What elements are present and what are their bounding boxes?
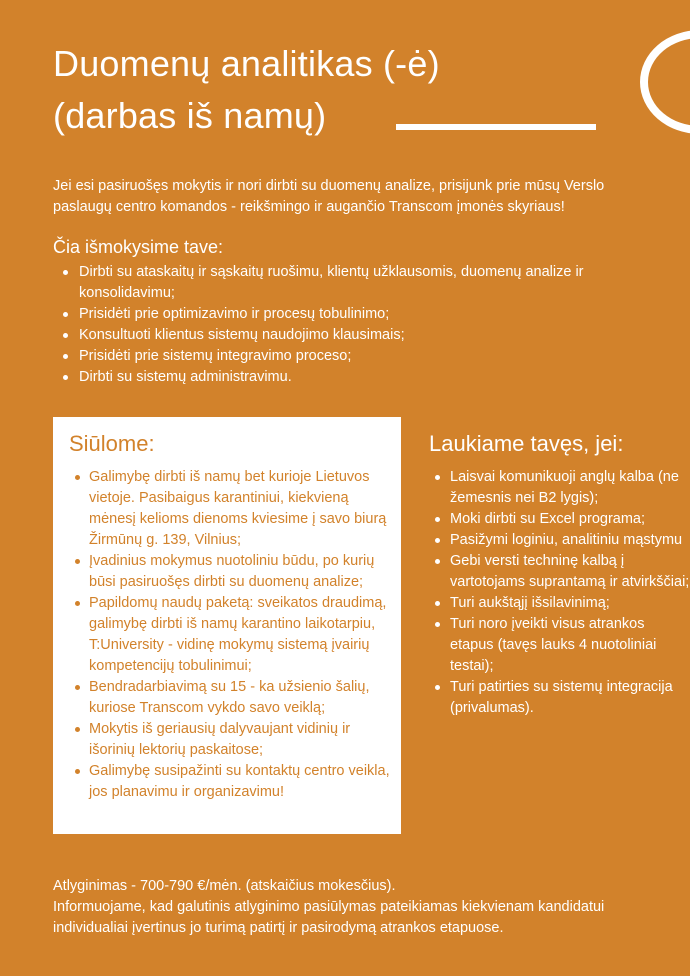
learn-list <box>53 262 669 388</box>
intro-text: Jei esi pasiruošęs mokytis ir nori dirbti su duomenų analize, prisijunk prie mūsų Verslo paslaugų centro komandos - reikšmingo ir augančio Transcom įmonės skyriaus! <box>53 178 605 215</box>
learn-item: Dirbti su ataskaitų ir sąskaitų ruošimu, klientų užklausomis, duomenų analize ir konsolidavimu; <box>79 262 669 304</box>
offer-item: Bendradarbiavimą su 15 - ka užsienio šalių, kuriose Transcom vykdo savo veiklą; <box>89 677 399 719</box>
expect-item: Gebi versti techninę kalbą į vartotojams suprantamą ir atvirkščiai; <box>450 551 690 593</box>
expect-item: Pasižymi loginiu, analitiniu mąstymu <box>450 530 690 551</box>
offer-item: Galimybę susipažinti su kontaktų centro veikla, jos planavimu ir organizavimu! <box>89 761 399 803</box>
expect-item: Turi aukštąjį išsilavinimą; <box>450 593 690 614</box>
learn-item: Dirbti su sistemų administravimu. <box>79 367 669 388</box>
salary-info <box>53 876 653 939</box>
learn-item: Prisidėti prie optimizavimo ir procesų tobulinimo; <box>79 304 669 325</box>
expect-item: Turi noro įveikti visus atrankos etapus (tavęs lauks 4 nuotoliniai testai); <box>450 614 690 677</box>
salary-note: Informuojame, kad galutinis atlyginimo pasiūlymas pateikiamas kiekvienam kandidatui individualiai įvertinus jo turimą patirtį ir pasirodymą atrankos etapuose. <box>53 899 605 936</box>
expect-item: Laisvai komunikuoji anglų kalba (ne žemesnis nei B2 lygis); <box>450 467 690 509</box>
title-line-1: Duomenų analitikas (-ė) <box>53 43 440 84</box>
offer-list <box>69 467 399 803</box>
offer-item: Įvadinius mokymus nuotoliniu būdu, po kurių būsi pasiruošęs dirbti su duomenų analize; <box>89 551 399 593</box>
offer-item: Papildomų naudų paketą: sveikatos draudimą, galimybę dirbti iš namų karantino laikotarpiu, T:University - vidinę mokymų sistemą įvairių kompetencijų tobulinimui; <box>89 593 399 677</box>
expect-item: Moki dirbti su Excel programa; <box>450 509 690 530</box>
expect-heading: Laukiame tavęs, jei: <box>429 431 624 456</box>
offer-item: Galimybę dirbti iš namų bet kurioje Lietuvos vietoje. Pasibaigus karantiniui, kiekvieną mėnesį kelioms dienoms kviesime į savo biurą Žirmūnų g. 139, Vilnius; <box>89 467 399 551</box>
expect-list <box>429 467 690 719</box>
learn-item: Prisidėti prie sistemų integravimo proceso; <box>79 346 669 367</box>
decorative-circle <box>640 30 690 134</box>
learn-item: Konsultuoti klientus sistemų naudojimo klausimais; <box>79 325 669 346</box>
decorative-line <box>396 124 596 130</box>
offer-box <box>53 417 401 834</box>
expect-item: Turi patirties su sistemų integracija (privalumas). <box>450 677 690 719</box>
learn-heading: Čia išmokysime tave: <box>53 237 224 257</box>
title-line-2: (darbas iš namų) <box>53 95 327 136</box>
salary-line: Atlyginimas - 700-790 €/mėn. (atskaičius mokesčius). <box>53 878 396 894</box>
page-title <box>53 38 440 142</box>
offer-item: Mokytis iš geriausių dalyvaujant vidinių ir išorinių lektorių paskaitose; <box>89 719 399 761</box>
offer-heading: Siūlome: <box>69 431 155 456</box>
